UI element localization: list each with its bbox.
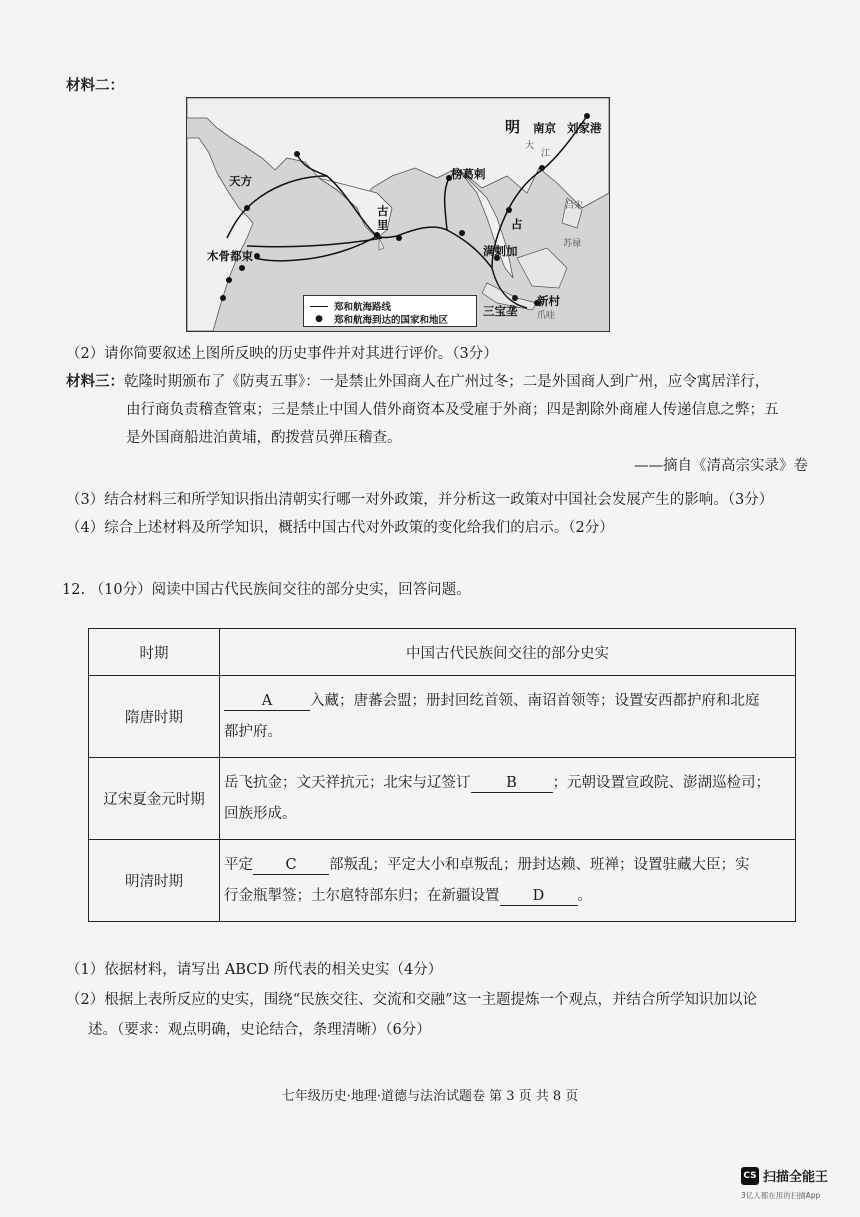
material3-text-1: 乾隆时期颁布了《防夷五事》：一是禁止外国商人在广州过冬；二是外国商人到广州，应令寓居洋行， [124, 374, 770, 390]
legend-dot-swatch: ● [315, 314, 323, 324]
zheng-he-voyage-map [186, 97, 610, 332]
map-label-tianfang: 天方 [229, 174, 252, 188]
question-4: （4）综合上述材料及所学知识，概括中国古代对外政策的变化给我们的启示。（2分） [66, 520, 614, 536]
map-label-malacca: 满剌加 [483, 244, 518, 258]
camscanner-tagline: 3亿人都在用的扫描App [741, 1191, 821, 1200]
question-12: 12. （10分）阅读中国古代民族间交往的部分史实，回答问题。 [62, 582, 471, 598]
row3-content [220, 840, 796, 922]
blank-c: C [253, 856, 329, 875]
map-label-zhaowa: 爪哇 [537, 311, 556, 321]
map-label-zhan: 占 [511, 217, 523, 231]
table-row [89, 758, 796, 840]
legend-route-swatch [310, 306, 328, 307]
camscanner-badge: CS [741, 1167, 759, 1185]
map-label-ming: 明 [505, 118, 521, 136]
question-3: （3）结合材料三和所学知识指出清朝实行哪一对外政策，并分析这一政策对中国社会发展产生的影响。（3分） [66, 492, 774, 508]
map-label-bangela: 榜葛剌 [451, 167, 486, 181]
map-label-nanjing: 南京 [533, 121, 556, 135]
map-label-xincun: 新村 [537, 294, 560, 308]
camscanner-logo [741, 1166, 828, 1185]
material3-source: ——摘自《清高宗实录》卷 [634, 458, 808, 474]
row3-period: 明清时期 [89, 840, 220, 922]
material3-line2: 由行商负责稽查管束；三是禁止中国人借外商资本及受雇于外商；四是割除外商雇人传递信息之弊；五 [126, 402, 779, 418]
table-header-row [89, 629, 796, 676]
map-label-da: 大 [525, 141, 535, 151]
map-label-guli-2: 里 [377, 218, 389, 232]
map-label-liujiagang: 刘家港 [567, 121, 602, 135]
row3-text-d: 。 [577, 887, 592, 904]
camscanner-name: 扫描全能王 [763, 1170, 829, 1185]
row2-text-a: 岳飞抗金；文天祥抗元；北宋与辽签订 [224, 774, 471, 791]
legend-places-label: 郑和航海到达的国家和地区 [334, 315, 449, 326]
map-legend [303, 295, 477, 327]
row1-period: 隋唐时期 [89, 676, 220, 758]
map-label-jiang: 江 [541, 149, 551, 159]
sub-question-1: （1）依据材料，请写出 ABCD 所代表的相关史实（4分） [66, 962, 443, 978]
row2-text-b: ；元朝设置宣政院、澎湖巡检司； [552, 774, 770, 791]
map-label-sulu: 苏禄 [563, 239, 582, 249]
legend-route-label: 郑和航海路线 [334, 302, 392, 313]
row1-text-b: 都护府。 [224, 723, 282, 740]
blank-b: B [471, 774, 553, 793]
material3-label: 材料三： [66, 373, 124, 390]
sub-question-2-line2: 述。（要求：观点明确，史论结合，条理清晰）（6分） [88, 1022, 431, 1038]
map-label-sanbaolong: 三宝垄 [483, 304, 518, 318]
table-row [89, 840, 796, 922]
row3-text-c: 行金瓶掣签；土尔扈特部东归；在新疆设置 [224, 887, 500, 904]
row3-text-b: 部叛乱；平定大小和卓叛乱；册封达赖、班禅；设置驻藏大臣；实 [329, 856, 750, 873]
page-footer: 七年级历史·地理·道德与法治试题卷 第 3 页 共 8 页 [281, 1089, 579, 1104]
blank-d: D [500, 887, 578, 906]
material2-label: 材料二： [66, 77, 124, 94]
map-label-lusong: 吕宋 [565, 201, 584, 211]
row1-text-a: 入藏；唐蕃会盟；册封回纥首领、南诏首领等；设置安西都护府和北庭 [310, 692, 760, 709]
row2-content [220, 758, 796, 840]
blank-a: A [224, 692, 310, 711]
sub-question-2-line1: （2）根据上表所反应的史实，围绕“民族交往、交流和交融”这一主题提炼一个观点，并结合所学知识加以论 [66, 992, 758, 1008]
material3-line1 [66, 370, 769, 391]
ethnic-exchange-table [88, 628, 796, 922]
row2-text-c: 回族形成。 [224, 805, 297, 822]
header-period: 时期 [89, 629, 220, 676]
map-label-guli-1: 古 [377, 204, 389, 218]
question-2: （2）请你简要叙述上图所反映的历史事件并对其进行评价。（3分） [66, 346, 498, 362]
table-row [89, 676, 796, 758]
row1-content [220, 676, 796, 758]
map-label-mugudushu: 木骨都束 [207, 249, 253, 263]
row3-text-a: 平定 [224, 856, 253, 873]
header-content: 中国古代民族间交往的部分史实 [220, 629, 796, 676]
row2-period: 辽宋夏金元时期 [89, 758, 220, 840]
material3-line3: 是外国商船进泊黄埔，酌拨营员弹压稽查。 [126, 430, 402, 446]
